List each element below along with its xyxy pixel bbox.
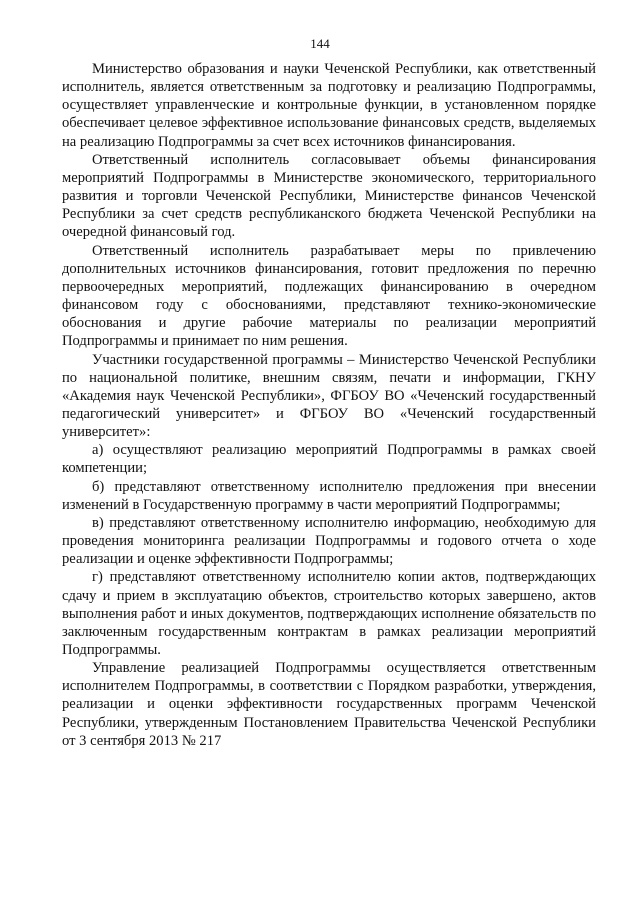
list-item-g: г) представляют ответственному исполнителю копии актов, подтверждающих сдачу и прием в эксплуатацию объектов, строительство которых завершено, актов выполнения работ и иных документов, подтверждающих исполнение обязательств по заключенным государственным контрактам в рамках реализации мероприятий Подпрограммы. (62, 569, 596, 658)
paragraph-funding-coordination: Ответственный исполнитель согласовывает объемы финансирования мероприятий Подпрограммы в Министерстве экономического, территориального развития и торговли Чеченской Республики, Министерстве финансов Чеченской Республики за счет средств республиканского бюджета Чеченской Республики на очередной финансовый год. (62, 151, 596, 241)
list-item-b: б) представляют ответственному исполнителю предложения при внесении изменений в Государственную программу в части мероприятий Подпрограммы; (62, 478, 596, 513)
page-number: 144 (310, 36, 330, 51)
list-item-v: в) представляют ответственному исполнителю информацию, необходимую для проведения мониторинга реализации Подпрограммы и годового отчета о ходе реализации и оценке эффективности Подпрограммы; (62, 514, 596, 568)
list-item-a: а) осуществляют реализацию мероприятий Подпрограммы в рамках своей компетенции; (62, 442, 596, 477)
paragraph-program-participants: Участники государственной программы – Министерство Чеченской Республики по национальной политике, внешним связям, печати и информации, ГКНУ «Академия наук Чеченской Республики», ФГБОУ ВО «Чеченский государственный педагогический университет» и ФГБОУ ВО «Чеченский государственный университет»: (62, 351, 596, 441)
paragraph-additional-sources: Ответственный исполнитель разрабатывает меры по привлечению дополнительных источников финансирования, готовит предложения по перечню первоочередных мероприятий, подлежащих финансированию в очередном финансовом году с обоснованиями, представляют технико-экономические обоснования и другие рабочие материалы по реализации мероприятий Подпрограммы и принимает по ним решения. (62, 242, 596, 350)
document-body (62, 60, 596, 750)
paragraph-responsible-ministry: Министерство образования и науки Чеченской Республики, как ответственный исполнитель, является ответственным за подготовку и реализацию Подпрограммы, осуществляет управленческие и контрольные функции, в установленном порядке обеспечивает целевое эффективное использование финансовых средств, выделяемых на реализацию Подпрограммы за счет всех источников финансирования. (62, 61, 596, 150)
paragraph-program-management: Управление реализацией Подпрограммы осуществляется ответственным исполнителем Подпрограммы, в соответствии с Порядком разработки, утверждения, реализации и оценки эффективности государственных программ Чеченской Республики, утвержденным Постановлением Правительства Чеченской Республики от 3 сентября 2013 № 217 (62, 660, 596, 749)
